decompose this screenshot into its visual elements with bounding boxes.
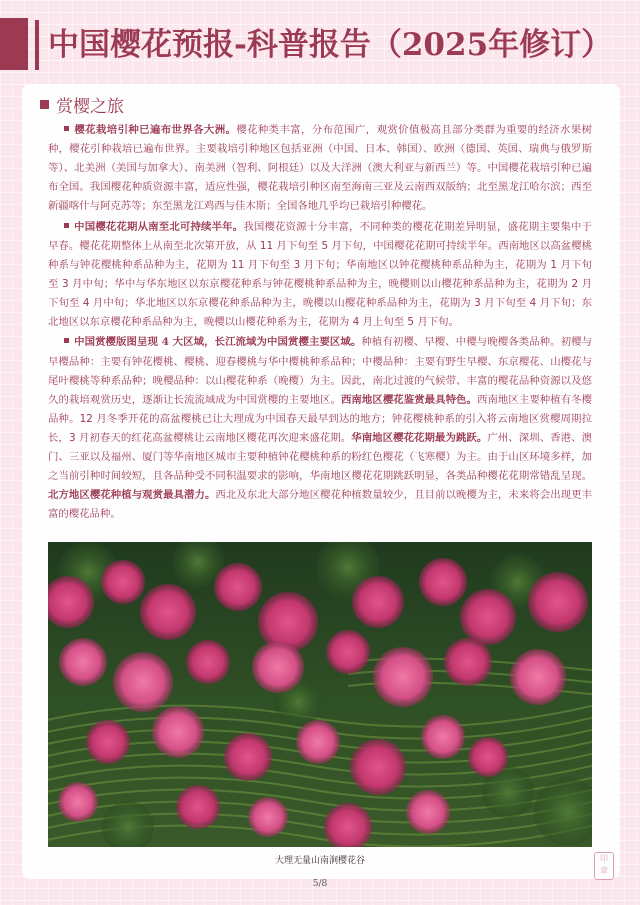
- paragraph-2-body: 我国樱花资源十分丰富，不同种类的樱花花期差异明显，盛花期主要集中于早春。樱花花期整体上从南至北次第开放，从 11 月下旬至 5 月下旬，中国樱花花期可持续半年。西南地区以高盆樱桃种系与钟花樱桃种系品种为主，花期为 11 月下旬至 3 月下旬；华南地区以钟花樱桃种系品种为主，花期为 1 月下旬至 3 月中旬；华中与华东地区以东京樱花种系与钟花樱桃种系品种为主，晚樱则以山樱花种系品种为主，花期为 2 月下旬至 4 月中旬；华北地区以东京樱花种系品种为主，晚樱以山樱花种系品种为主，花期为 3 月下旬至 4 月下旬；东北地区以东京樱花种系品种为主，晚樱以山樱花种系为主，花期为 4 月上旬至 5 月下旬。: [48, 220, 593, 329]
- page-number: 5/8: [312, 879, 328, 889]
- header-accent-bar: [35, 20, 39, 70]
- section-heading: [40, 92, 124, 117]
- paragraph-3: [48, 333, 592, 524]
- paragraph-1: [48, 121, 592, 216]
- bullet-icon: [64, 338, 69, 343]
- paragraph-1-body: 樱花种类丰富，分布范围广，观赏价值极高且部分类群为重要的经济水果树种，樱花引种栽培已遍布世界。主要栽培引种地区包括亚洲（中国、日本、韩国）、欧洲（德国、英国、瑞典与俄罗斯等）、北美洲（美国与加拿大）、南美洲（智利、阿根廷）以及大洋洲（澳大利亚与新西兰）等。中国樱花栽培引种已遍布全国。我国樱花种质资源丰富，适应性强，樱花栽培引种区南至海南三亚及云南西双版纳；北至黑龙江哈尔滨；西至新疆喀什与阿克苏等；东至黑龙江鸡西与佳木斯；全国各地几乎均已栽培引种樱花。: [48, 124, 593, 213]
- paragraph-3-lead-4: 北方地区樱花种植与观赏最具潜力。: [48, 489, 216, 502]
- paragraph-3-body-1: 种植有初樱、早樱、中樱与晚樱各类品种。初樱与早樱品种：主要有钟花樱桃、樱桃、迎春樱桃与华中樱桃种系品种；中樱品种：主要有野生早樱、东京樱花、山樱花与尾叶樱桃等种系品种；晚樱品种：以山樱花种系（晚樱）为主。因此，南北过渡的气候带、丰富的樱花品种资源以及悠久的栽培观赏历史，逐渐让长流流域成为中国赏樱的主要地区。: [48, 336, 593, 406]
- paragraph-3-lead-3: 华南地区樱花花期最为跳跃。: [351, 431, 488, 444]
- article-body: [48, 121, 592, 526]
- paragraph-3-body-2: 西南地区主要种植有冬樱品种。12 月冬季开花的高盆樱桃已让大理成为中国春天最早到达的地方；钟花樱桃种系的引入将云南地区赏樱周期拉长，3 月初春天的红花高盆樱桃让云南地区樱花再次迎来盛花期。: [48, 393, 593, 444]
- paragraph-3-lead: 中国赏樱版图呈现 4 大区域，长江流域为中国赏樱主要区域。: [74, 336, 362, 349]
- paragraph-2: [48, 218, 592, 333]
- cherry-blossom-photo: [48, 542, 592, 847]
- section-marker-icon: [40, 100, 49, 109]
- paragraph-2-lead: 中国樱花花期从南至北可持续半年。: [74, 220, 244, 233]
- seal-stamp-icon: 印 章: [594, 852, 614, 880]
- bullet-icon: [64, 223, 69, 228]
- paragraph-3-body-3: 广州、深圳、香港、澳门、三亚以及福州、厦门等华南地区城市主要种植钟花樱桃种系的粉红色樱花（飞寒樱）为主。由于山区环境多样，加之当前引种时间较短，且各品种受不同积温要求的影响，华南地区樱花花期跳跃明显，各类品种樱花花期常错乱呈现。: [48, 431, 592, 483]
- bullet-icon: [64, 126, 69, 131]
- section-title: 赏樱之旅: [56, 97, 124, 117]
- header-accent-block: [0, 18, 28, 70]
- paragraph-3-body-4: 西北及东北大部分地区樱花种植数量较少，且目前以晚樱为主，未来将会出现更丰富的樱花品种。: [48, 489, 592, 521]
- page-title: 中国樱花预报-科普报告（2025年修订）: [48, 27, 613, 63]
- cherry-valley-illustration: [48, 542, 592, 847]
- paragraph-3-lead-2: 西南地区樱花鉴赏最具特色。: [340, 393, 477, 406]
- photo-caption: 大理无量山南涧樱花谷: [274, 856, 365, 866]
- paragraph-1-lead: 樱花栽培引种已遍布世界各大洲。: [74, 124, 237, 136]
